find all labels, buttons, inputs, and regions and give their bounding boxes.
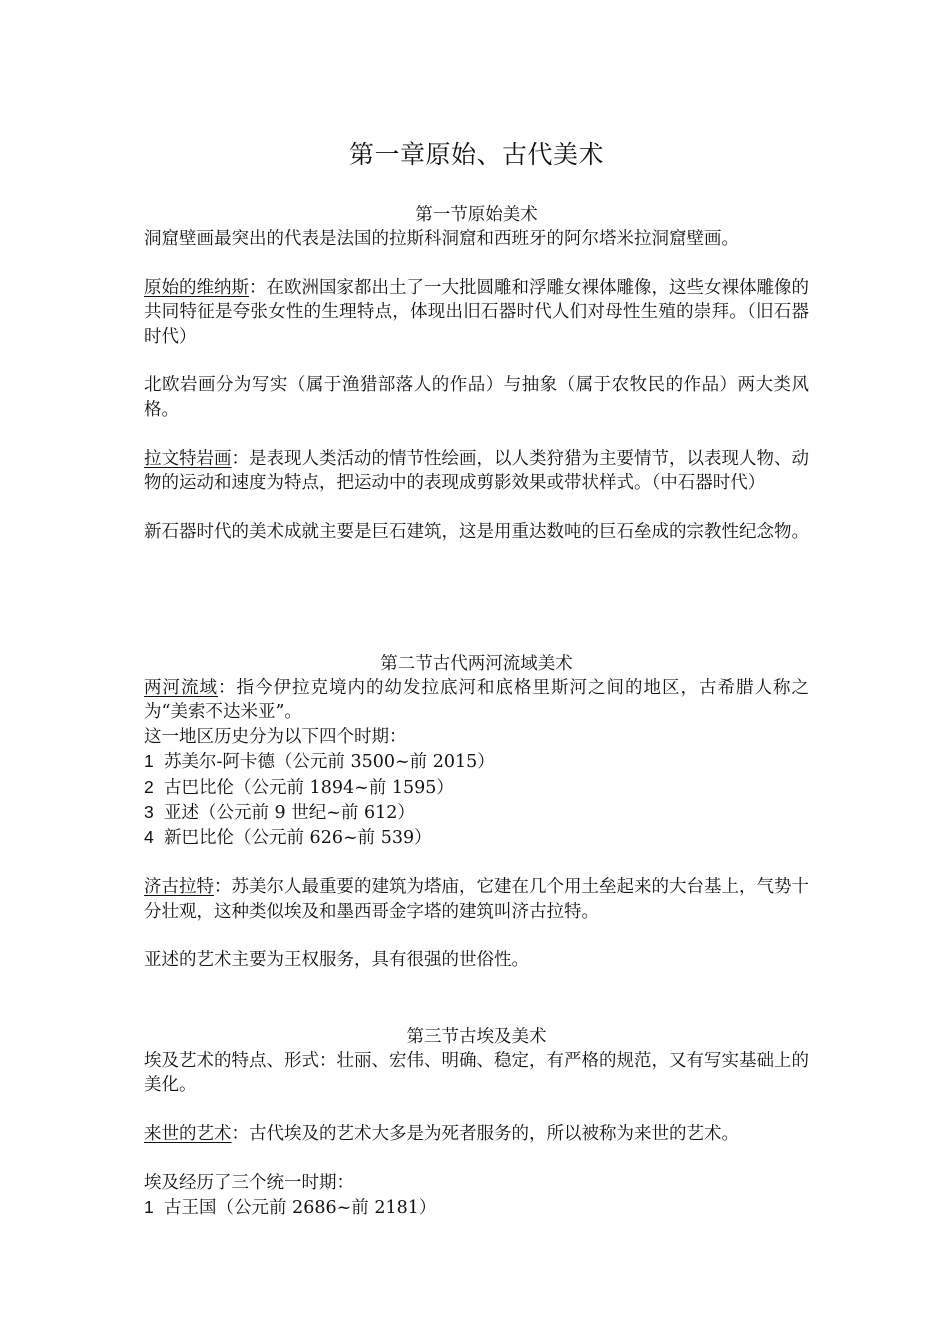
list-item: 1 古王国（公元前 2686~前 2181）: [144, 1197, 437, 1219]
definition-ziggurat: ：苏美尔人最重要的建筑为塔庙，它建在几个用土垒起来的大台基上，气势十分壮观，这种类似埃及和墨西哥金字塔的建筑叫济古拉特。: [144, 877, 809, 922]
paragraph-assyrian-art: 亚述的艺术主要为王权服务，具有很强的世俗性。: [144, 950, 529, 971]
list-item: 4 新巴比伦（公元前 626~前 539）: [144, 827, 432, 849]
definition-primitive-venus: ：在欧洲国家都出土了一大批圆雕和浮雕女裸体雕像，这些女裸体雕像的共同特征是夸张女性的生理特点，体现出旧石器时代人们对母性生殖的崇拜。（旧石器时代）: [144, 277, 809, 347]
paragraph-primitive-venus: [144, 276, 809, 349]
term-two-rivers: 两河流域: [144, 678, 218, 698]
section-mesopotamian-art: [144, 652, 809, 973]
periods-list: [144, 749, 809, 851]
paragraph-egyptian-features: 埃及艺术的特点、形式：壮丽、宏伟、明确、稳定，有严格的规范，又有写实基础上的美化。: [144, 1051, 809, 1096]
paragraph-neolithic-megaliths: 新石器时代的美术成就主要是巨石建筑，这是用重达数吨的巨石垒成的宗教性纪念物。: [144, 521, 809, 542]
list-item: 2 古巴比伦（公元前 1894~前 1595）: [144, 776, 454, 798]
paragraph-levant-rock-art: [144, 447, 809, 496]
term-primitive-venus: 原始的维纳斯: [144, 277, 249, 298]
section-primitive-art: [144, 203, 809, 544]
section-title: 第一节原始美术: [415, 205, 538, 225]
definition-afterlife-art: ：古代埃及的艺术大多是为死者服务的，所以被称为来世的艺术。: [231, 1124, 739, 1145]
paragraph-cave-paintings: 洞窟壁画最突出的代表是法国的拉斯科洞窟和西班牙的阿尔塔米拉洞窟壁画。: [144, 229, 739, 249]
term-ziggurat: 济古拉特: [144, 877, 214, 898]
definition-levant-rock-art: ：是表现人类活动的情节性绘画，以人类狩猎为主要情节，以表现人物、动物的运动和速度为特点，把运动中的表现成剪影效果或带状样式。（中石器时代）: [144, 448, 809, 494]
section-title: 第三节古埃及美术: [406, 1027, 547, 1047]
paragraph-nordic-rock-art: 北欧岩画分为写实（属于渔猎部落人的作品）与抽象（属于农牧民的作品）两大类风格。: [144, 375, 809, 420]
term-levant-rock-art: 拉文特岩画: [144, 448, 232, 469]
chapter-title: 第一章原始、古代美术: [348, 140, 604, 169]
paragraph-two-rivers: [144, 676, 809, 725]
paragraph-afterlife-art: [144, 1122, 809, 1146]
periods-list: [144, 1195, 809, 1220]
term-afterlife-art: 来世的艺术: [144, 1124, 232, 1145]
definition-two-rivers: ：指今伊拉克境内的幼发拉底河和底格里斯河之间的地区，古希腊人称之为“美索不达米亚”。: [144, 678, 809, 723]
paragraph-ziggurat: [144, 875, 809, 924]
list-item: 3 亚述（公元前 9 世纪~前 612）: [144, 802, 415, 824]
paragraph-unification-intro: 埃及经历了三个统一时期：: [144, 1173, 354, 1193]
section-title: 第二节古代两河流域美术: [380, 654, 573, 674]
paragraph-periods-intro: 这一地区历史分为以下四个时期：: [144, 726, 407, 747]
list-item: 1 苏美尔-阿卡德（公元前 3500~前 2015）: [144, 751, 495, 773]
section-egyptian-art: [144, 1025, 809, 1221]
